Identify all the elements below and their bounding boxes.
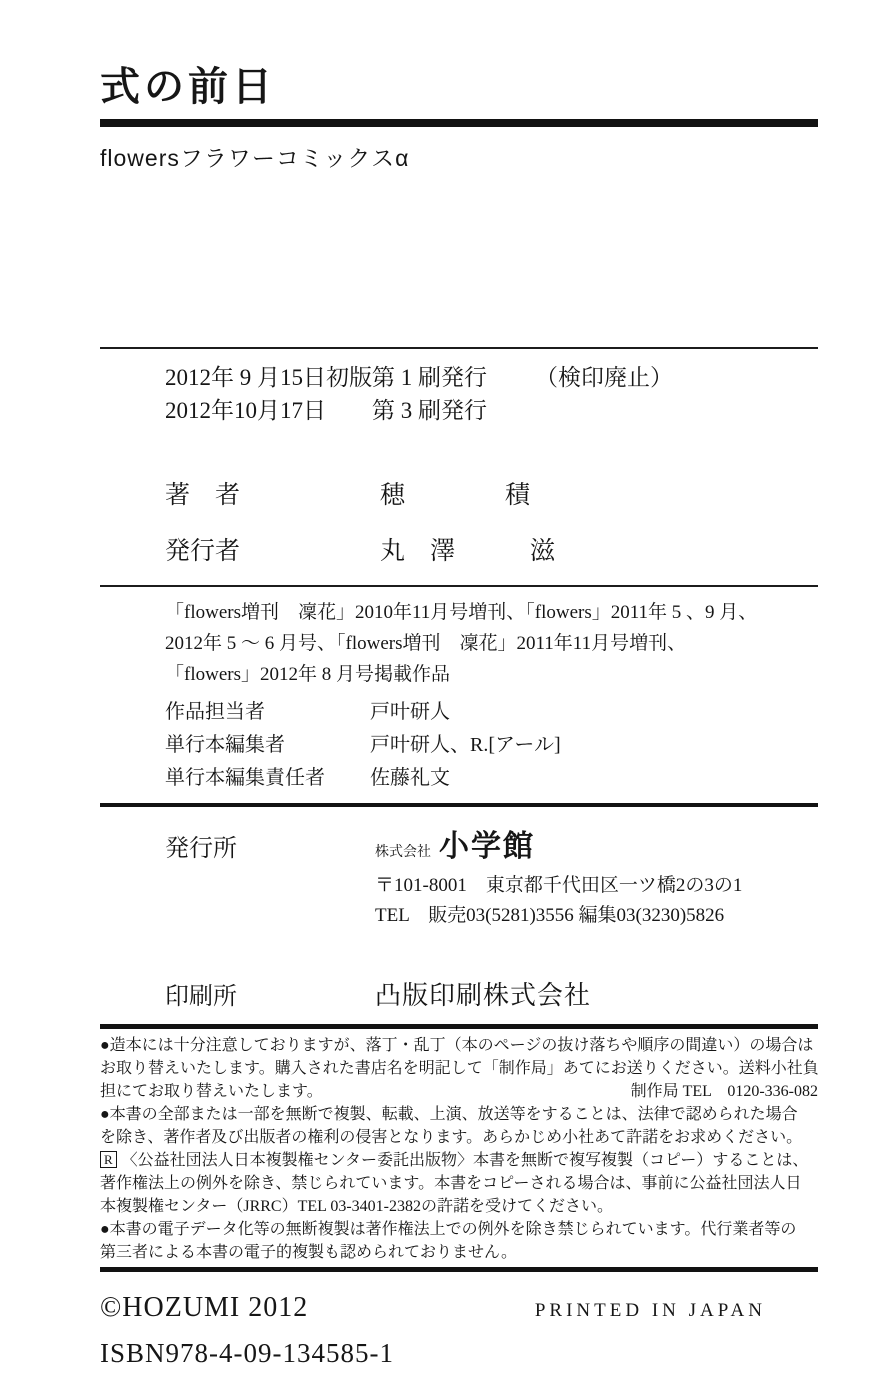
third-printing-label: 第 3 刷発行 [372, 398, 487, 423]
divider-above-publisher [100, 803, 818, 807]
third-printing-date: 2012年10月17日 [165, 398, 326, 423]
publisher-row [165, 821, 818, 867]
staff-label: 単行本編集責任者 [165, 767, 325, 789]
registered-mark-icon: R [100, 1151, 117, 1168]
title-rule [100, 119, 818, 127]
staff-row-volume-editor [165, 729, 818, 762]
book-title: 式の前日 [100, 65, 276, 109]
footer-row [100, 1292, 818, 1324]
edition-spacer [326, 394, 372, 427]
publisher-block [165, 821, 818, 931]
edition-first-row [165, 361, 818, 394]
staff-label: 単行本編集者 [165, 734, 285, 756]
publisher-label: 発行所 [165, 836, 237, 862]
divider-below-people [100, 585, 818, 587]
copyright-notice: ©HOZUMI 2012 [100, 1292, 309, 1323]
staff-value: 佐藤礼文 [370, 767, 450, 789]
staff-credits [165, 696, 818, 795]
legal-binding-line-1: ●造本には十分注意しておりますが、落丁・乱丁（本のページの抜け落ちや順序の間違い）の場合は [100, 1037, 814, 1054]
author-name: 穂 積 [380, 482, 531, 509]
publisher-company [375, 821, 535, 865]
inspection-abolished-note: （検印廃止） [535, 365, 673, 390]
company-name: 小学館 [439, 830, 535, 863]
isbn-number: ISBN978-4-09-134585-1 [100, 1338, 394, 1368]
people-block [165, 479, 818, 569]
company-prefix: 株式会社 [375, 845, 431, 860]
printer-block [165, 975, 818, 1012]
serialization-history [165, 597, 818, 690]
legal-jrrc-line-2: 著作権法上の例外を除き、禁じられています。本書をコピーされる場合は、事前に公益社団法人日 [100, 1175, 802, 1192]
legal-copyright-line-2: を除き、著作者及び出版者の権利の侵害となります。あらかじめ小社あて許諾をお求めください。 [100, 1129, 803, 1146]
legal-jrrc-line-3: 本複製権センター（JRRC）TEL 03-3401-2382の許諾を受けてください。 [100, 1198, 613, 1215]
history-line-1: 「flowers増刊 凜花」2010年11月号増刊、「flowers」2011年 5 、9 月、 [165, 602, 758, 623]
printer-name: 凸版印刷株式会社 [375, 981, 592, 1010]
legal-binding-line-2: お取り替えいたします。購入された書店名を明記して「制作局」あてにお送りください。送料小社負 [100, 1060, 819, 1077]
legal-notices [100, 1034, 818, 1264]
divider-above-legal [100, 1024, 818, 1029]
edition-block [165, 361, 818, 427]
production-bureau-tel: 制作局 TEL 0120-336-082 [630, 1083, 818, 1100]
imprint-label: flowersフラワーコミックスα [100, 145, 410, 171]
history-line-2: 2012年 5 ～ 6 月号、「flowers増刊 凜花」2011年11月号増刊、 [165, 633, 687, 654]
divider-below-legal [100, 1267, 818, 1272]
first-printing-date: 2012年 9 月15日初版第 1 刷発行 [165, 365, 487, 390]
printer-label: 印刷所 [165, 984, 237, 1010]
staff-value: 戸叶研人、R.[アール] [370, 734, 561, 756]
staff-row-chief-editor [165, 762, 818, 795]
legal-jrrc-text-1: 〈公益社団法人日本複製権センター委託出版物〉本書を無断で複写複製（コピー）することは、 [121, 1152, 809, 1169]
author-label: 著 者 [165, 482, 241, 509]
history-line-3: 「flowers」2012年 8 月号掲載作品 [165, 664, 450, 685]
staff-row-work-manager [165, 696, 818, 729]
staff-value: 戸叶研人 [370, 701, 450, 723]
publisher-tel: TEL 販売03(5281)3556 編集03(3230)5826 [375, 905, 725, 926]
publisher-address: 〒101-8001 東京都千代田区一ツ橋2の3の1 [375, 875, 743, 896]
staff-label: 作品担当者 [165, 701, 265, 723]
printed-in-japan: PRINTED IN JAPAN [534, 1300, 766, 1321]
legal-binding-line-3 [100, 1080, 818, 1103]
legal-digital-line-1: ●本書の電子データ化等の無断複製は著作権法上での例外を除き禁じられています。代行業者等の [100, 1221, 797, 1238]
legal-digital-line-2: 第三者による本書の電子的複製も認められておりません。 [100, 1244, 517, 1261]
author-row [165, 479, 818, 513]
edition-third-row [165, 394, 818, 427]
publisher-person-row [165, 535, 818, 569]
publisher-person-name: 丸 澤 滋 [380, 538, 556, 565]
legal-binding-line-3-left: 担にてお取り替えいたします。 [100, 1083, 323, 1100]
publisher-person-label: 発行者 [165, 538, 241, 565]
divider-above-edition [100, 347, 818, 349]
legal-copyright-line-1: ●本書の全部または一部を無断で複製、転載、上演、放送等をすることは、法律で認められた場合 [100, 1106, 798, 1123]
legal-jrrc-line-1 [100, 1149, 818, 1172]
